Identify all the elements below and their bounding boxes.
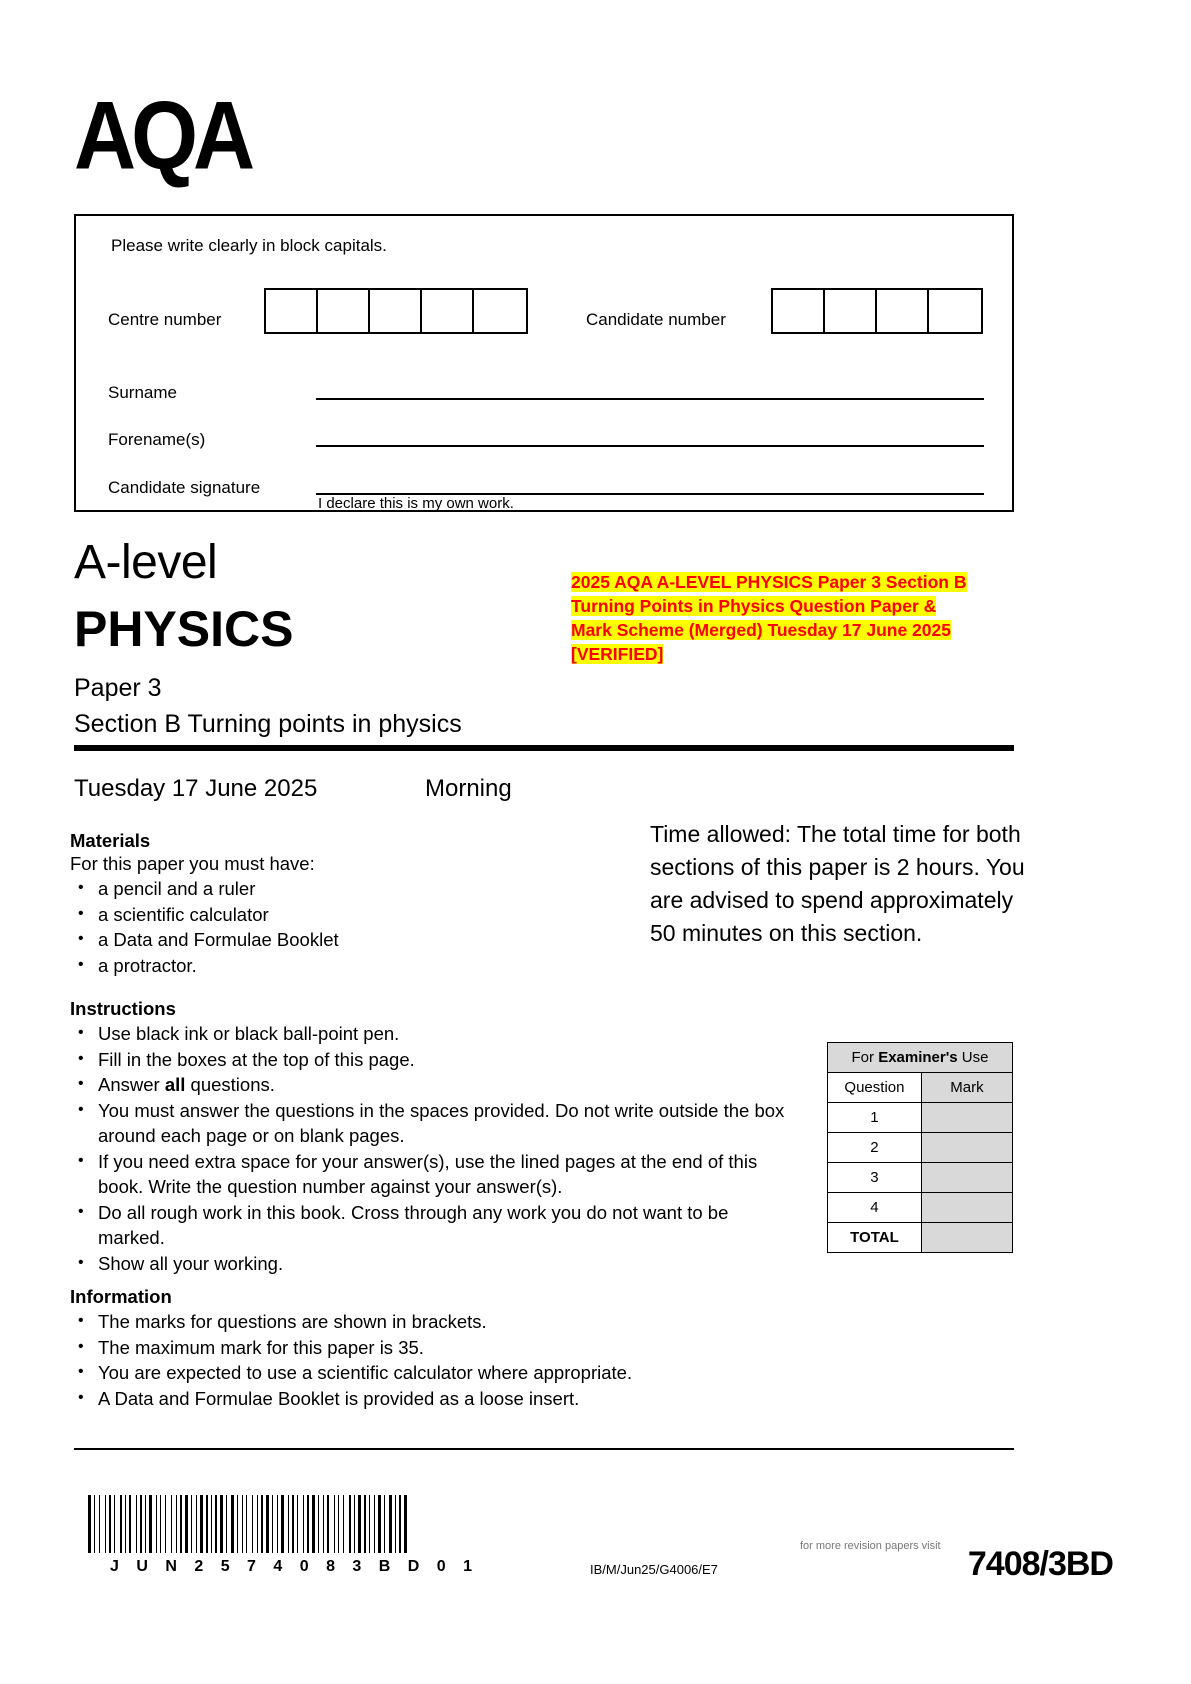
mark-cell[interactable] bbox=[921, 1163, 1012, 1193]
barcode bbox=[88, 1495, 408, 1553]
title-divider bbox=[74, 745, 1014, 751]
question-number: 2 bbox=[828, 1133, 922, 1163]
column-header-question: Question bbox=[828, 1073, 922, 1103]
list-item: • A Data and Formulae Booklet is provided as a loose insert. bbox=[70, 1386, 800, 1412]
centre-number-input[interactable] bbox=[264, 288, 528, 334]
exam-date: Tuesday 17 June 2025 bbox=[74, 775, 318, 802]
table-row bbox=[828, 1043, 1013, 1073]
watermark-text: for more revision papers visit bbox=[800, 1540, 941, 1552]
candidate-number-cell[interactable] bbox=[773, 290, 825, 332]
list-item: • The marks for questions are shown in brackets. bbox=[70, 1309, 800, 1335]
candidate-number-cell[interactable] bbox=[929, 290, 981, 332]
section-title: Section B Turning points in physics bbox=[74, 710, 462, 738]
answer-all-bold: all bbox=[164, 1074, 186, 1095]
highlight-line-1: 2025 AQA A-LEVEL PHYSICS Paper 3 Section B bbox=[571, 572, 967, 592]
centre-number-cell[interactable] bbox=[474, 290, 526, 332]
table-row bbox=[828, 1163, 1013, 1193]
list-item: • Fill in the boxes at the top of this page. bbox=[70, 1047, 800, 1073]
information-heading: Information bbox=[70, 1286, 172, 1307]
question-number: 4 bbox=[828, 1193, 922, 1223]
total-label: TOTAL bbox=[828, 1223, 922, 1253]
list-item: • If you need extra space for your answer(s), use the lined pages at the end of this book. Write the question number against your answer(s). bbox=[70, 1149, 800, 1200]
table-row bbox=[828, 1133, 1013, 1163]
question-number: 3 bbox=[828, 1163, 922, 1193]
paper-number: Paper 3 bbox=[74, 674, 162, 702]
list-item: • a Data and Formulae Booklet bbox=[70, 927, 800, 953]
question-number: 1 bbox=[828, 1103, 922, 1133]
mark-cell[interactable] bbox=[921, 1193, 1012, 1223]
list-item: • a protractor. bbox=[70, 953, 800, 979]
footer-divider bbox=[74, 1448, 1014, 1450]
surname-label: Surname bbox=[108, 383, 177, 402]
forename-label: Forename(s) bbox=[108, 430, 206, 449]
information-section bbox=[70, 1286, 800, 1411]
materials-heading: Materials bbox=[70, 830, 151, 851]
total-mark-cell[interactable] bbox=[921, 1223, 1012, 1253]
examiner-table-header bbox=[828, 1043, 1013, 1073]
list-item: • Do all rough work in this book. Cross through any work you do not want to be marked. bbox=[70, 1200, 800, 1251]
answer-all-suffix: questions. bbox=[185, 1074, 275, 1095]
highlight-line-2: Turning Points in Physics Question Paper & bbox=[571, 596, 937, 616]
examiner-header-prefix: For bbox=[851, 1049, 879, 1066]
centre-number-cell[interactable] bbox=[370, 290, 422, 332]
declaration-text: I declare this is my own work. bbox=[318, 495, 514, 512]
materials-list bbox=[70, 876, 800, 978]
time-allowed-text: Time allowed: The total time for both sections of this paper is 2 hours. You are advised to spend approximately 50 minutes on this section. bbox=[650, 821, 1025, 946]
document-code: IB/M/Jun25/G4006/E7 bbox=[590, 1562, 718, 1577]
mark-cell[interactable] bbox=[921, 1133, 1012, 1163]
highlight-annotation bbox=[571, 570, 1099, 666]
answer-all-prefix: Answer bbox=[98, 1074, 165, 1095]
highlight-line-3: Mark Scheme (Merged) Tuesday 17 June 2025 bbox=[571, 620, 951, 640]
list-item: • Use black ink or black ball-point pen. bbox=[70, 1021, 800, 1047]
list-item: • a pencil and a ruler bbox=[70, 876, 800, 902]
examiner-header-bold: Examiner's bbox=[878, 1049, 958, 1066]
list-item: • You must answer the questions in the spaces provided. Do not write outside the box around each page or on blank pages. bbox=[70, 1098, 800, 1149]
mark-cell[interactable] bbox=[921, 1103, 1012, 1133]
list-item: • The maximum mark for this paper is 35. bbox=[70, 1335, 800, 1361]
qualification-level: A-level bbox=[74, 536, 218, 589]
candidate-number-label: Candidate number bbox=[586, 310, 726, 329]
candidate-number-cell[interactable] bbox=[825, 290, 877, 332]
list-item: • a scientific calculator bbox=[70, 902, 800, 928]
candidate-number-input[interactable] bbox=[771, 288, 983, 334]
barcode-text: J U N 2 5 7 4 0 8 3 B D 0 1 bbox=[110, 1558, 479, 1575]
examiner-header-suffix: Use bbox=[957, 1049, 989, 1066]
forename-input[interactable] bbox=[316, 445, 984, 447]
aqa-logo: AQA bbox=[74, 82, 251, 190]
centre-number-cell[interactable] bbox=[318, 290, 370, 332]
centre-number-label: Centre number bbox=[108, 310, 222, 329]
exam-session: Morning bbox=[425, 775, 512, 802]
paper-code: 7408/3BD bbox=[967, 1545, 1113, 1583]
block-capitals-instruction: Please write clearly in block capitals. bbox=[111, 236, 387, 255]
materials-lead: For this paper you must have: bbox=[70, 853, 315, 874]
highlight-line-4: [VERIFIED] bbox=[571, 644, 664, 664]
table-row bbox=[828, 1103, 1013, 1133]
list-item: • Show all your working. bbox=[70, 1251, 800, 1277]
table-row bbox=[828, 1073, 1013, 1103]
candidate-number-cell[interactable] bbox=[877, 290, 929, 332]
candidate-signature-label: Candidate signature bbox=[108, 478, 261, 497]
information-list bbox=[70, 1309, 800, 1411]
materials-section bbox=[70, 830, 800, 978]
instructions-heading: Instructions bbox=[70, 998, 176, 1019]
examiner-use-table bbox=[827, 1042, 1013, 1253]
centre-number-cell[interactable] bbox=[422, 290, 474, 332]
table-row bbox=[828, 1193, 1013, 1223]
centre-number-cell[interactable] bbox=[266, 290, 318, 332]
list-item bbox=[70, 1072, 800, 1098]
candidate-details-box bbox=[74, 214, 1014, 512]
instructions-list bbox=[70, 1021, 800, 1276]
table-row bbox=[828, 1223, 1013, 1253]
surname-input[interactable] bbox=[316, 398, 984, 400]
list-item: • You are expected to use a scientific calculator where appropriate. bbox=[70, 1360, 800, 1386]
column-header-mark: Mark bbox=[921, 1073, 1012, 1103]
instructions-section bbox=[70, 998, 800, 1276]
subject-title: PHYSICS bbox=[74, 601, 294, 657]
